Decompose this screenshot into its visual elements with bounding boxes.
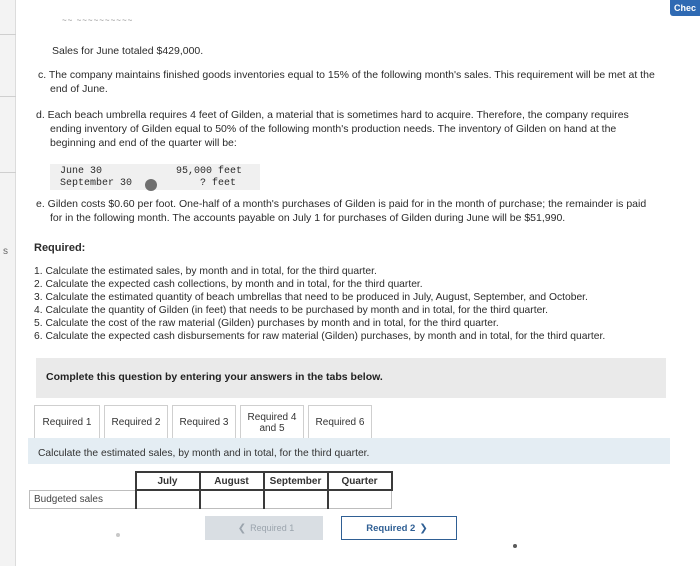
column-header-september: September	[264, 472, 328, 490]
required-heading: Required:	[34, 242, 86, 254]
requirements-list	[34, 265, 605, 344]
sales-table	[29, 471, 393, 509]
item-c-line1: c. The company maintains finished goods inventories equal to 15% of the following month's sales. This requirement will be met at the	[38, 69, 655, 81]
august-sales-input[interactable]	[200, 490, 264, 508]
cursor-dot-icon	[145, 179, 157, 191]
inventory-date: September 30	[60, 178, 133, 189]
column-header-quarter: Quarter	[328, 472, 392, 490]
check-button[interactable]: Chec	[670, 0, 700, 16]
decorative-mark	[116, 533, 120, 537]
item-d-line2: ending inventory of Gilden equal to 50% of the following month's production needs. The inventory of Gilden on hand at the	[50, 123, 617, 135]
row-label-budgeted-sales: Budgeted sales	[30, 490, 136, 508]
list-item: 2. Calculate the expected cash collections, by month and in total, for the third quarter.	[34, 279, 423, 291]
list-item: 4. Calculate the quantity of Gilden (in feet) that needs to be purchased by month and in total, for the third quarter.	[34, 305, 549, 317]
inventory-amount: ? feet	[200, 178, 237, 189]
chevron-left-icon: ❮	[237, 522, 247, 534]
tab-required-1[interactable]: Required 1	[34, 405, 100, 439]
chevron-right-icon: ❯	[419, 522, 428, 534]
list-item: 5. Calculate the cost of the raw material (Gilden) purchases by month and in total, for the third quarter.	[34, 318, 499, 330]
left-margin-bar	[0, 0, 16, 566]
inventory-amount: 95,000 feet	[176, 166, 243, 177]
item-c-line2: end of June.	[50, 83, 108, 95]
previous-button[interactable]	[205, 516, 323, 540]
tab-required-6[interactable]: Required 6	[308, 405, 372, 439]
inventory-date: June 30	[60, 166, 103, 177]
list-item: 6. Calculate the expected cash disbursements for raw material (Gilden) purchases, by month and in total, for the third quarter.	[34, 331, 606, 343]
tab-required-3[interactable]: Required 3	[172, 405, 236, 439]
side-letter: s	[3, 246, 8, 257]
july-sales-input[interactable]	[136, 490, 200, 508]
decorative-mark	[513, 544, 517, 548]
tab-required-2[interactable]: Required 2	[104, 405, 168, 439]
table-header-row	[30, 472, 392, 490]
quarter-sales-input[interactable]	[328, 490, 392, 508]
margin-divider	[0, 34, 16, 35]
item-d-line3: beginning and end of the quarter will be:	[50, 137, 237, 149]
margin-divider	[0, 96, 16, 97]
cut-off-text: ~~ ~~~~~~~~~~	[62, 16, 134, 24]
empty-header-cell	[30, 472, 136, 490]
next-label: Required 2	[366, 522, 416, 534]
item-e-line2: for in the following month. The accounts payable on July 1 for purchases of Gilden during June will be $51,990.	[50, 212, 566, 224]
list-item: 1. Calculate the estimated sales, by month and in total, for the third quarter.	[34, 266, 377, 277]
column-header-august: August	[200, 472, 264, 490]
next-button[interactable]	[341, 516, 457, 540]
september-sales-input[interactable]	[264, 490, 328, 508]
tab-instruction: Calculate the estimated sales, by month and in total, for the third quarter.	[38, 448, 370, 459]
list-item: 3. Calculate the estimated quantity of beach umbrellas that need to be produced in July, August, September, and October.	[34, 292, 588, 304]
item-d-line1: d. Each beach umbrella requires 4 feet of Gilden, a material that is sometimes hard to acquire. Therefore, the company requires	[36, 109, 629, 121]
panel-title: Complete this question by entering your answers in the tabs below.	[46, 371, 383, 383]
column-header-july: July	[136, 472, 200, 490]
tab-required-4-5[interactable]: Required 4 and 5	[240, 405, 304, 439]
margin-divider	[0, 172, 16, 173]
table-row	[30, 490, 392, 508]
previous-label: Required 1	[250, 523, 295, 533]
sales-statement: Sales for June totaled $429,000.	[52, 45, 204, 57]
item-e-line1: e. Gilden costs $0.60 per foot. One-half of a month's purchases of Gilden is paid for in the month of purchase; the remainder is paid	[36, 198, 647, 210]
